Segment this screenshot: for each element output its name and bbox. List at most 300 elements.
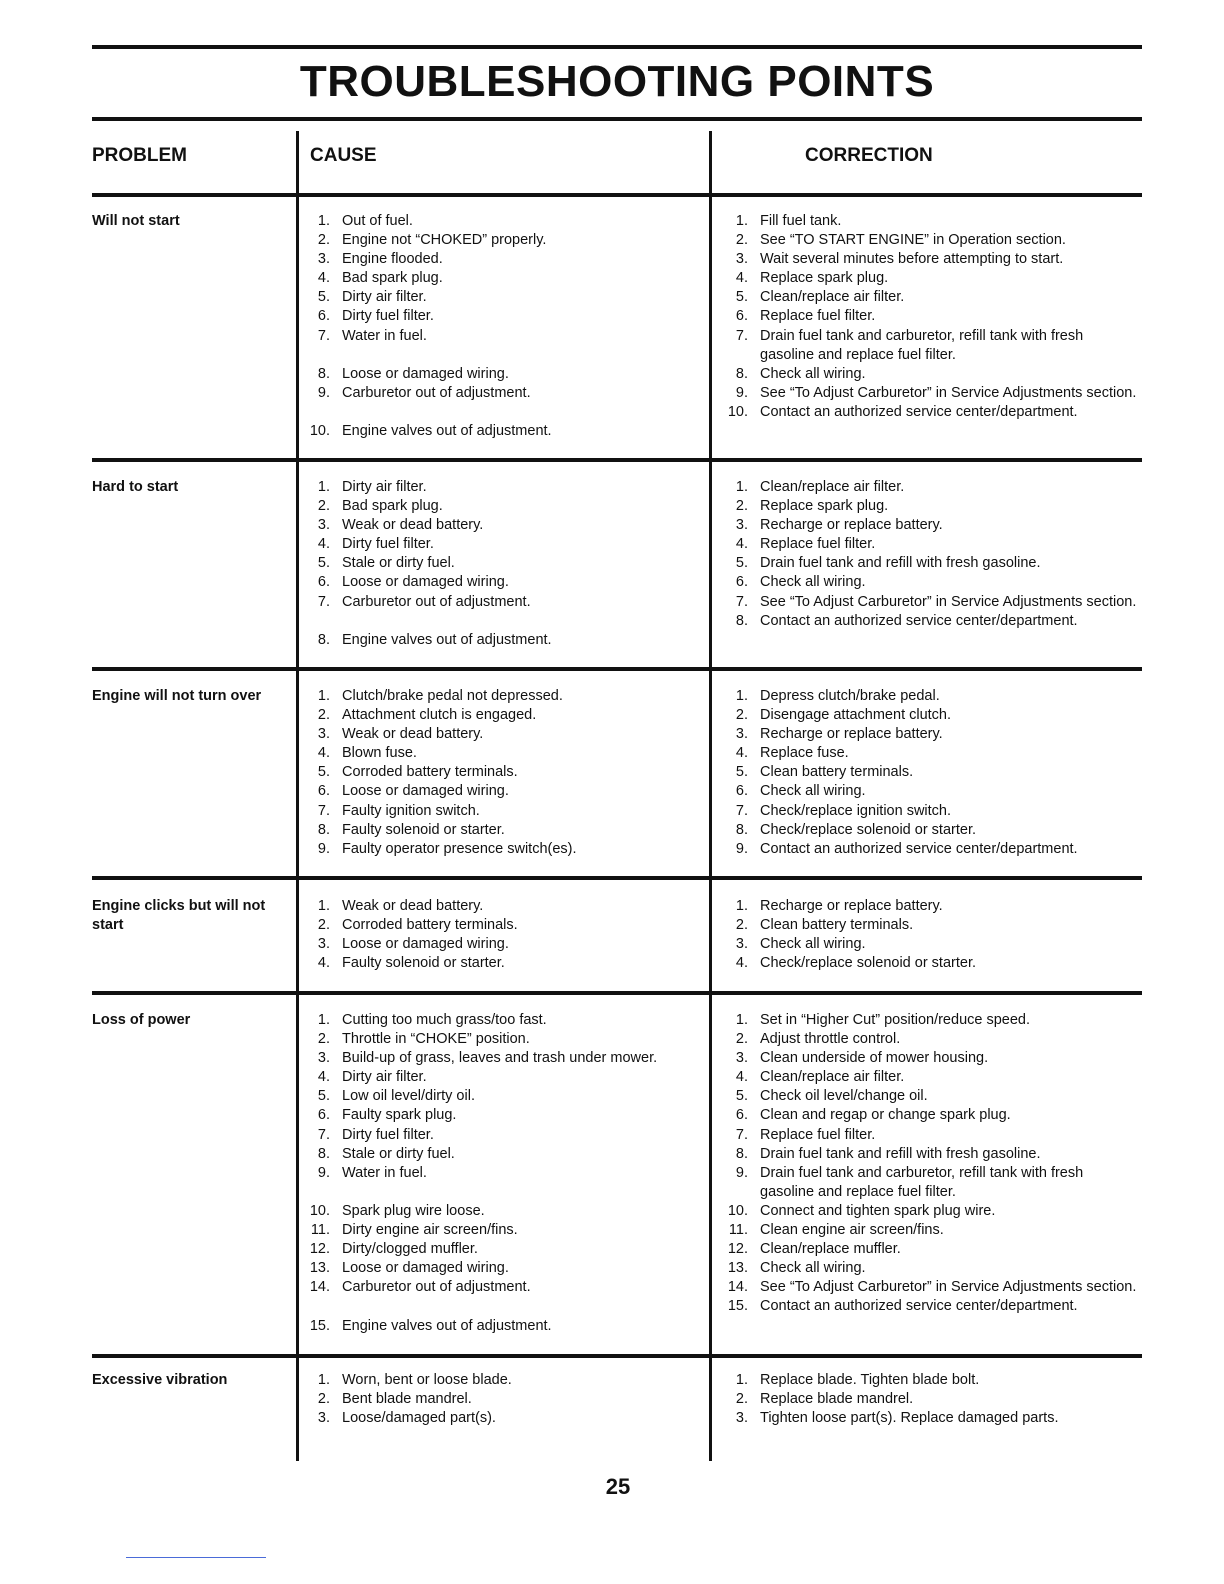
item-number: 1.: [735, 898, 748, 914]
item-number: 9.: [735, 1164, 748, 1181]
spacer-line: [300, 403, 705, 422]
item-number: 8.: [317, 631, 330, 648]
item-text: Clean battery terminals.: [760, 917, 914, 934]
item-text: Clutch/brake pedal not depressed.: [342, 688, 563, 704]
item-text: Dirty fuel filter.: [342, 308, 434, 325]
item-number: 7.: [735, 327, 748, 344]
cause-item: [300, 821, 705, 840]
correction-item: [718, 1011, 1138, 1030]
item-text: See “To Adjust Carburetor” in Service Adjustments section.: [760, 593, 1137, 610]
item-text: Clean and regap or change spark plug.: [760, 1107, 1011, 1124]
item-text: Contact an authorized service center/department.: [760, 612, 1078, 629]
cause-item: [300, 497, 705, 516]
item-text: Check oil level/change oil.: [760, 1088, 928, 1105]
item-number: 6.: [317, 308, 330, 325]
item-text: Tighten loose part(s). Replace damaged parts.: [760, 1410, 1059, 1427]
item-number: 7.: [317, 802, 330, 819]
correction-item: [718, 1106, 1138, 1125]
item-text: Build-up of grass, leaves and trash under mower.: [342, 1050, 658, 1067]
item-number: 8.: [317, 1145, 330, 1162]
item-text: Cutting too much grass/too fast.: [342, 1012, 547, 1028]
item-number: 2.: [735, 232, 748, 249]
cause-item: [300, 725, 705, 744]
correction-item: [718, 954, 1138, 973]
causes-list: [300, 1371, 705, 1428]
correction-item: [718, 1390, 1138, 1409]
header-correction: CORRECTION: [805, 145, 933, 166]
item-number: 4.: [317, 1069, 330, 1086]
cause-item: [300, 1259, 705, 1278]
item-text: Dirty engine air screen/fins.: [342, 1222, 518, 1239]
item-number: 1.: [317, 213, 330, 229]
item-number: 3.: [735, 936, 748, 953]
item-text: Check/replace solenoid or starter.: [760, 821, 976, 838]
item-text: Loose or damaged wiring.: [342, 936, 509, 953]
item-number: 4.: [317, 270, 330, 287]
item-number: 4.: [735, 270, 748, 287]
cause-item: [300, 231, 705, 250]
cause-item: [300, 1317, 705, 1336]
item-number: 5.: [317, 555, 330, 572]
item-text: Disengage attachment clutch.: [760, 707, 952, 724]
cause-item: [300, 554, 705, 573]
item-text: Check/replace ignition switch.: [760, 802, 952, 819]
cause-item: [300, 687, 705, 706]
column-divider-left: [296, 131, 299, 1461]
item-number: 8.: [317, 821, 330, 838]
causes-list: [300, 687, 705, 859]
item-text: See “To Adjust Carburetor” in Service Adjustments section.: [760, 384, 1137, 401]
problem-label: Engine will not turn over: [92, 688, 262, 704]
item-text: Replace spark plug.: [760, 498, 889, 515]
item-number: 7.: [735, 802, 748, 819]
item-number: 10.: [727, 1202, 748, 1219]
item-number: 7.: [317, 327, 330, 344]
item-text: Recharge or replace battery.: [760, 898, 943, 914]
item-text: Check all wiring.: [760, 1260, 866, 1277]
item-number: 4.: [735, 1069, 748, 1086]
correction-item: [718, 1068, 1138, 1087]
item-text: Engine flooded.: [342, 251, 443, 268]
item-text: Attachment clutch is engaged.: [342, 707, 537, 724]
item-text: Contact an authorized service center/department.: [760, 1298, 1078, 1315]
item-text: See “TO START ENGINE” in Operation section.: [760, 232, 1066, 249]
item-text: Out of fuel.: [342, 213, 413, 229]
causes-list: [300, 897, 705, 973]
item-number: 15.: [727, 1298, 748, 1315]
item-text: Check all wiring.: [760, 365, 866, 382]
item-number: 5.: [735, 764, 748, 781]
item-number: 3.: [735, 1050, 748, 1067]
item-text: Dirty fuel filter.: [342, 536, 434, 553]
cause-item: [300, 535, 705, 554]
item-text: Loose or damaged wiring.: [342, 574, 509, 591]
item-text: Blown fuse.: [342, 745, 417, 762]
item-text: Set in “Higher Cut” position/reduce speed.: [760, 1012, 1031, 1028]
item-number: 5.: [735, 289, 748, 306]
cause-item: [300, 593, 705, 612]
correction-item: [718, 821, 1138, 840]
causes-list: [300, 1011, 705, 1336]
correction-item: [718, 1409, 1138, 1428]
item-text: Carburetor out of adjustment.: [342, 1279, 531, 1296]
item-number: 7.: [735, 1126, 748, 1143]
item-text: Weak or dead battery.: [342, 517, 484, 534]
item-text: Bad spark plug.: [342, 270, 443, 287]
cause-item: [300, 1221, 705, 1240]
item-text: Recharge or replace battery.: [760, 517, 943, 534]
item-number: 3.: [317, 936, 330, 953]
item-text: Faulty solenoid or starter.: [342, 955, 505, 972]
cause-item: [300, 897, 705, 916]
item-text: Weak or dead battery.: [342, 898, 484, 914]
item-text: Stale or dirty fuel.: [342, 555, 455, 572]
cause-item: [300, 516, 705, 535]
item-number: 2.: [317, 232, 330, 249]
item-number: 2.: [735, 1391, 748, 1408]
item-number: 4.: [317, 536, 330, 553]
correction-item: [718, 250, 1138, 269]
corrections-list: [718, 687, 1138, 859]
cause-item: [300, 327, 705, 346]
correction-item: [718, 744, 1138, 763]
item-number: 4.: [735, 955, 748, 972]
item-number: 3.: [317, 1410, 330, 1427]
corrections-list: [718, 897, 1138, 973]
item-text: Replace blade mandrel.: [760, 1391, 914, 1408]
correction-item: [718, 1164, 1138, 1202]
cause-item: [300, 422, 705, 441]
item-number: 1.: [317, 479, 330, 495]
cause-item: [300, 916, 705, 935]
item-number: 2.: [735, 498, 748, 515]
item-number: 6.: [317, 1107, 330, 1124]
item-number: 1.: [317, 1372, 330, 1388]
item-number: 10.: [309, 423, 330, 440]
item-number: 5.: [317, 289, 330, 306]
cause-item: [300, 1202, 705, 1221]
correction-item: [718, 763, 1138, 782]
item-number: 2.: [317, 1391, 330, 1408]
item-number: 1.: [735, 1012, 748, 1028]
item-number: 9.: [317, 840, 330, 857]
cause-item: [300, 1049, 705, 1068]
item-number: 9.: [735, 384, 748, 401]
correction-item: [718, 1049, 1138, 1068]
cause-item: [300, 573, 705, 592]
causes-list: [300, 478, 705, 650]
item-text: Loose or damaged wiring.: [342, 1260, 509, 1277]
corrections-list: [718, 478, 1138, 631]
item-number: 1.: [735, 1372, 748, 1388]
item-text: Clean/replace air filter.: [760, 1069, 905, 1086]
item-text: Recharge or replace battery.: [760, 726, 943, 743]
cause-item: [300, 782, 705, 801]
correction-item: [718, 706, 1138, 725]
item-text: Contact an authorized service center/department.: [760, 840, 1078, 857]
item-text: Corroded battery terminals.: [342, 764, 518, 781]
item-number: 1.: [317, 688, 330, 704]
item-number: 10.: [309, 1202, 330, 1219]
item-text: Low oil level/dirty oil.: [342, 1088, 475, 1105]
item-number: 3.: [735, 517, 748, 534]
item-number: 2.: [317, 707, 330, 724]
item-number: 2.: [317, 498, 330, 515]
correction-item: [718, 365, 1138, 384]
item-text: Faulty solenoid or starter.: [342, 821, 505, 838]
item-number: 7.: [317, 593, 330, 610]
item-number: 14.: [309, 1279, 330, 1296]
item-text: Clean/replace air filter.: [760, 289, 905, 306]
corrections-list: [718, 212, 1138, 422]
section-rule: [92, 1354, 1142, 1358]
correction-item: [718, 573, 1138, 592]
correction-item: [718, 840, 1138, 859]
causes-list: [300, 212, 705, 441]
item-number: 8.: [735, 1145, 748, 1162]
correction-item: [718, 535, 1138, 554]
item-number: 12.: [727, 1241, 748, 1258]
item-text: Bent blade mandrel.: [342, 1391, 472, 1408]
correction-item: [718, 1126, 1138, 1145]
item-text: Replace spark plug.: [760, 270, 889, 287]
item-number: 1.: [735, 688, 748, 704]
spacer-line: [300, 1297, 705, 1316]
cause-item: [300, 307, 705, 326]
problem-label: Loss of power: [92, 1012, 191, 1028]
cause-item: [300, 288, 705, 307]
item-number: 1.: [735, 479, 748, 495]
spacer-line: [300, 1183, 705, 1202]
cause-item: [300, 1087, 705, 1106]
section-rule: [92, 458, 1142, 462]
item-number: 4.: [317, 745, 330, 762]
correction-item: [718, 1278, 1138, 1297]
item-text: Check all wiring.: [760, 574, 866, 591]
header-cause: CAUSE: [310, 145, 377, 166]
item-text: Faulty ignition switch.: [342, 802, 480, 819]
item-text: Drain fuel tank and refill with fresh gasoline.: [760, 555, 1041, 572]
item-text: Water in fuel.: [342, 327, 427, 344]
item-text: [342, 346, 705, 365]
item-text: Replace fuse.: [760, 745, 849, 762]
cause-item: [300, 802, 705, 821]
spacer-line: [300, 346, 705, 365]
page-title: TROUBLESHOOTING POINTS: [299, 57, 935, 106]
item-text: Loose or damaged wiring.: [342, 365, 509, 382]
correction-item: [718, 916, 1138, 935]
correction-item: [718, 897, 1138, 916]
correction-item: [718, 1259, 1138, 1278]
correction-item: [718, 1030, 1138, 1049]
cause-item: [300, 1106, 705, 1125]
correction-item: [718, 1221, 1138, 1240]
item-text: Replace blade. Tighten blade bolt.: [760, 1372, 980, 1388]
item-text: [342, 403, 705, 422]
item-text: Replace fuel filter.: [760, 536, 876, 553]
item-number: 9.: [317, 1164, 330, 1181]
item-text: Carburetor out of adjustment.: [342, 384, 531, 401]
item-text: Clean/replace muffler.: [760, 1241, 901, 1258]
item-text: Check all wiring.: [760, 936, 866, 953]
item-number: 7.: [735, 593, 748, 610]
item-number: 3.: [735, 726, 748, 743]
item-number: 8.: [317, 365, 330, 382]
item-text: Loose/damaged part(s).: [342, 1410, 496, 1427]
item-number: 4.: [317, 955, 330, 972]
item-number: 6.: [317, 574, 330, 591]
section-rule: [92, 667, 1142, 671]
cause-item: [300, 478, 705, 497]
item-number: 9.: [317, 384, 330, 401]
correction-item: [718, 478, 1138, 497]
item-text: Spark plug wire loose.: [342, 1202, 485, 1219]
cause-item: [300, 706, 705, 725]
header-problem: PROBLEM: [92, 145, 187, 166]
item-number: 8.: [735, 612, 748, 629]
correction-item: [718, 327, 1138, 365]
section-rule: [92, 991, 1142, 995]
item-number: 3.: [735, 1410, 748, 1427]
item-text: Water in fuel.: [342, 1164, 427, 1181]
item-text: Drain fuel tank and carburetor, refill tank with fresh gasoline and replace fuel filter.: [760, 1164, 1084, 1200]
title-underline-rule: [92, 117, 1142, 121]
cause-item: [300, 631, 705, 650]
item-text: Fill fuel tank.: [760, 213, 842, 229]
item-text: Weak or dead battery.: [342, 726, 484, 743]
item-number: 3.: [735, 251, 748, 268]
item-text: Corroded battery terminals.: [342, 917, 518, 934]
item-number: 8.: [735, 365, 748, 382]
item-number: 11.: [310, 1222, 330, 1239]
item-number: 2.: [317, 1031, 330, 1048]
cause-item: [300, 744, 705, 763]
item-number: 2.: [735, 707, 748, 724]
item-text: Clean battery terminals.: [760, 764, 914, 781]
cause-item: [300, 1278, 705, 1297]
item-number: 6.: [735, 308, 748, 325]
item-number: 5.: [317, 764, 330, 781]
correction-item: [718, 687, 1138, 706]
item-number: 6.: [735, 783, 748, 800]
item-number: 14.: [727, 1279, 748, 1296]
cause-item: [300, 954, 705, 973]
cause-item: [300, 212, 705, 231]
cause-item: [300, 384, 705, 403]
header-rule: [92, 193, 1142, 197]
problem-label: Hard to start: [92, 479, 179, 495]
correction-item: [718, 1087, 1138, 1106]
item-text: Stale or dirty fuel.: [342, 1145, 455, 1162]
cause-item: [300, 935, 705, 954]
cause-item: [300, 1145, 705, 1164]
cause-item: [300, 365, 705, 384]
cause-item: [300, 1409, 705, 1428]
item-text: Contact an authorized service center/department.: [760, 403, 1078, 420]
item-number: 11.: [728, 1222, 748, 1239]
item-text: Clean engine air screen/fins.: [760, 1222, 944, 1239]
item-text: Drain fuel tank and refill with fresh gasoline.: [760, 1145, 1041, 1162]
correction-item: [718, 782, 1138, 801]
correction-item: [718, 935, 1138, 954]
cause-item: [300, 1164, 705, 1183]
item-number: 9.: [735, 840, 748, 857]
spacer-line: [300, 612, 705, 631]
cause-item: [300, 1030, 705, 1049]
cause-item: [300, 1126, 705, 1145]
item-number: 6.: [735, 1107, 748, 1124]
correction-item: [718, 1202, 1138, 1221]
problem-label: Excessive vibration: [92, 1372, 228, 1388]
correction-item: [718, 288, 1138, 307]
item-number: 6.: [735, 574, 748, 591]
correction-item: [718, 554, 1138, 573]
problem-label: Will not start: [92, 213, 180, 229]
item-number: 1.: [317, 898, 330, 914]
correction-item: [718, 1240, 1138, 1259]
item-number: 15.: [309, 1317, 330, 1334]
item-text: Dirty air filter.: [342, 289, 427, 306]
correction-item: [718, 1371, 1138, 1390]
item-text: Loose or damaged wiring.: [342, 783, 509, 800]
correction-item: [718, 307, 1138, 326]
item-text: Drain fuel tank and carburetor, refill tank with fresh gasoline and replace fuel filter.: [760, 327, 1084, 363]
item-text: Faulty operator presence switch(es).: [342, 840, 577, 857]
cause-item: [300, 269, 705, 288]
item-number: 5.: [735, 1088, 748, 1105]
correction-item: [718, 802, 1138, 821]
item-text: Check all wiring.: [760, 783, 866, 800]
correction-item: [718, 212, 1138, 231]
correction-item: [718, 384, 1138, 403]
item-text: Carburetor out of adjustment.: [342, 593, 531, 610]
item-text: Engine not “CHOKED” properly.: [342, 232, 547, 249]
item-text: Engine valves out of adjustment.: [342, 1317, 552, 1334]
item-number: 2.: [735, 917, 748, 934]
item-number: 3.: [317, 251, 330, 268]
problem-label: Engine clicks but will not start: [92, 898, 266, 933]
item-text: Bad spark plug.: [342, 498, 443, 515]
cause-item: [300, 1011, 705, 1030]
item-number: 3.: [317, 1050, 330, 1067]
corrections-list: [718, 1371, 1138, 1428]
item-text: [342, 1297, 705, 1316]
correction-item: [718, 516, 1138, 535]
item-text: Connect and tighten spark plug wire.: [760, 1202, 996, 1219]
item-text: Wait several minutes before attempting to start.: [760, 251, 1064, 268]
item-number: 5.: [317, 1088, 330, 1105]
item-number: 4.: [735, 536, 748, 553]
item-number: 1.: [735, 213, 748, 229]
item-text: Faulty spark plug.: [342, 1107, 457, 1124]
item-text: Clean underside of mower housing.: [760, 1050, 989, 1067]
cause-item: [300, 763, 705, 782]
item-text: Replace fuel filter.: [760, 308, 876, 325]
item-number: 7.: [317, 1126, 330, 1143]
item-text: [342, 612, 705, 631]
correction-item: [718, 1145, 1138, 1164]
item-number: 13.: [309, 1260, 330, 1277]
item-number: 1.: [317, 1012, 330, 1028]
item-number: 8.: [735, 821, 748, 838]
corrections-list: [718, 1011, 1138, 1317]
item-text: [342, 1183, 705, 1202]
cause-item: [300, 1068, 705, 1087]
item-number: 12.: [309, 1241, 330, 1258]
item-text: Depress clutch/brake pedal.: [760, 688, 940, 704]
item-number: 3.: [317, 517, 330, 534]
item-text: Worn, bent or loose blade.: [342, 1372, 512, 1388]
